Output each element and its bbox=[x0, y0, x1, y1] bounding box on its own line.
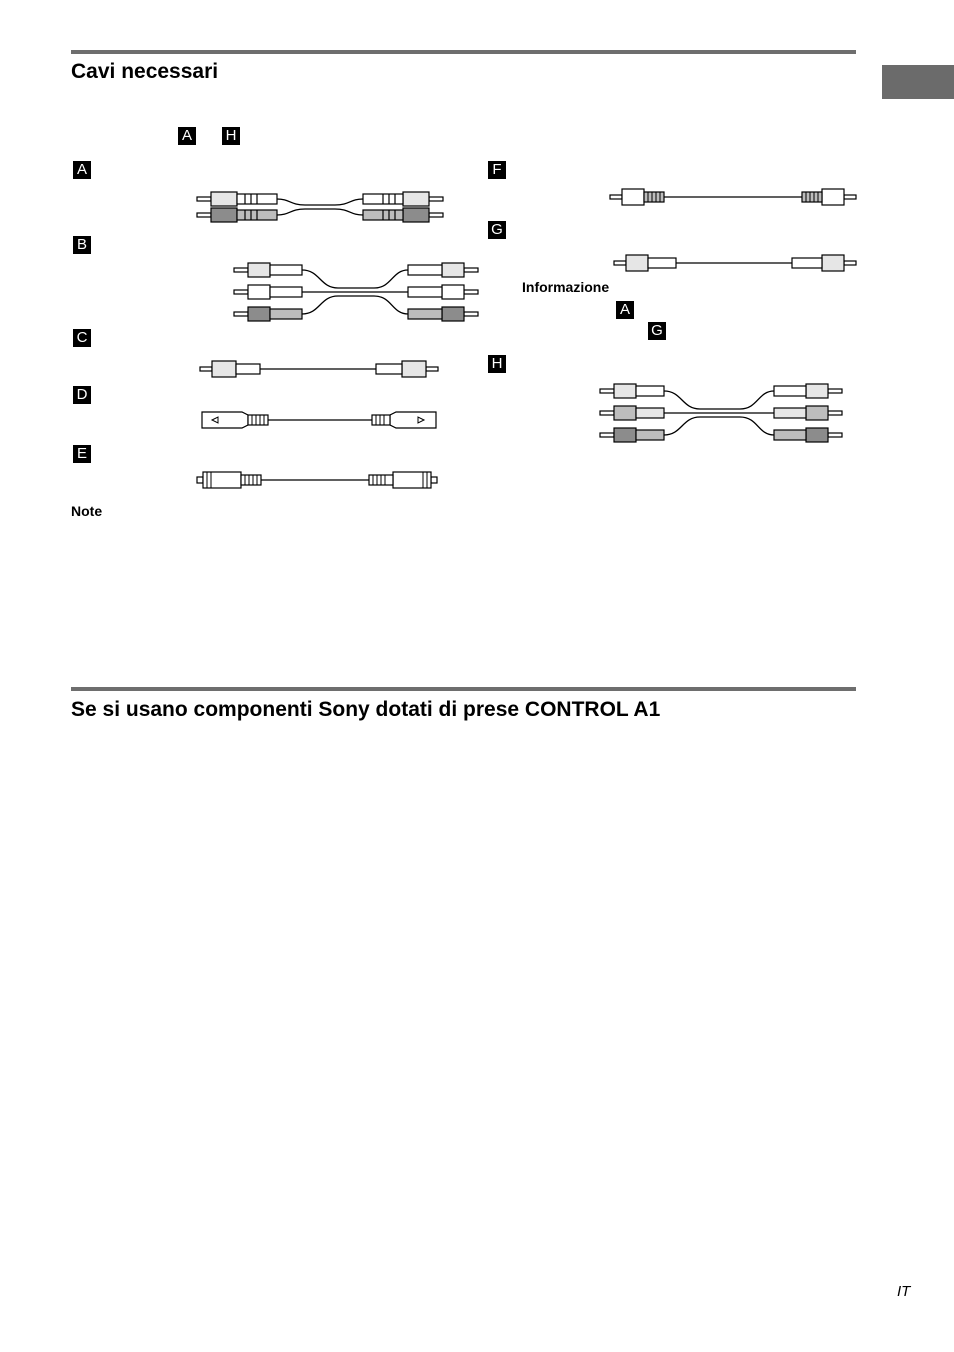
cable-label-a: A bbox=[73, 161, 91, 179]
chapter-tab bbox=[882, 65, 954, 99]
cable-h-illustration bbox=[598, 383, 844, 445]
cable-label-e: E bbox=[73, 445, 91, 463]
cable-label-b: B bbox=[73, 236, 91, 254]
cable-c-illustration bbox=[198, 358, 442, 380]
cable-e-illustration bbox=[195, 468, 439, 492]
cable-b-illustration bbox=[232, 262, 480, 324]
info-ref-a: A bbox=[616, 301, 634, 319]
cable-f-illustration bbox=[608, 186, 858, 208]
page-language-label: IT bbox=[897, 1283, 911, 1300]
section-rule-top bbox=[71, 50, 856, 54]
section-title-control-a1: Se si usano componenti Sony dotati di prese CONTROL A1 bbox=[71, 698, 661, 721]
cable-label-h: H bbox=[488, 355, 506, 373]
cable-label-g: G bbox=[488, 221, 506, 239]
range-badge-h: H bbox=[222, 127, 240, 145]
note-heading: Note bbox=[71, 503, 103, 519]
cable-d-illustration bbox=[198, 408, 440, 432]
info-heading: Informazione bbox=[522, 279, 610, 295]
cable-label-c: C bbox=[73, 329, 91, 347]
cable-label-d: D bbox=[73, 386, 91, 404]
info-ref-g: G bbox=[648, 322, 666, 340]
cable-a-illustration bbox=[195, 188, 445, 230]
cable-label-f: F bbox=[488, 161, 506, 179]
cable-g-illustration bbox=[612, 252, 858, 274]
section-title-cavi: Cavi necessari bbox=[71, 60, 219, 83]
range-badge-a: A bbox=[178, 127, 196, 145]
section-rule-control-a1 bbox=[71, 687, 856, 691]
